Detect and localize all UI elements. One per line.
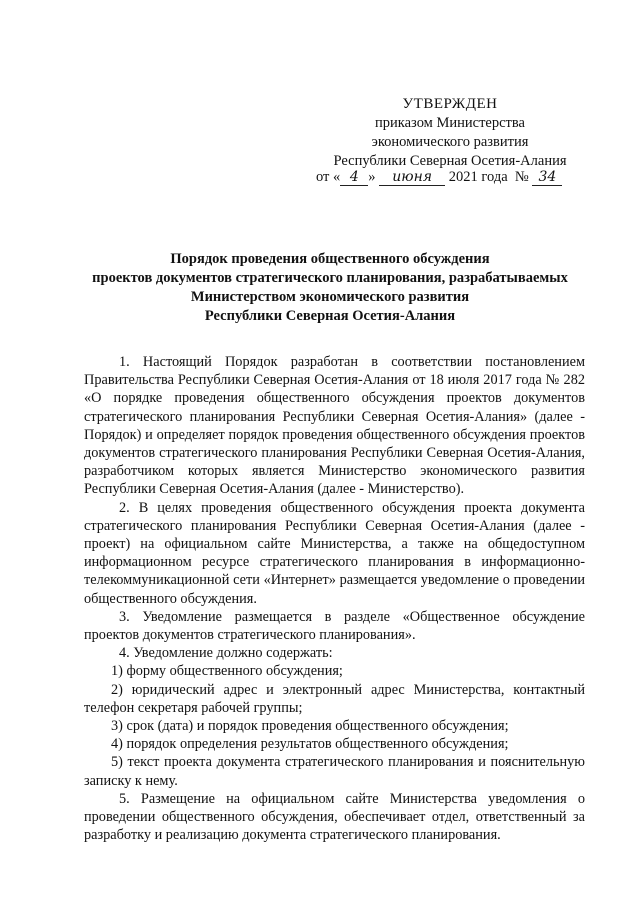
title-line-3: Министерством экономического развития <box>190 289 470 305</box>
list-item-5: 5) текст проекта документа стратегического планирования и пояснительную записку к нему. <box>84 754 585 789</box>
date-prefix: от « <box>316 169 341 185</box>
date-year: 2021 года <box>448 169 508 185</box>
paragraph-3: 3. Уведомление размещается в разделе «Общественное обсуждение проектов документов стратегического планирования». <box>84 608 585 644</box>
paragraph-5: 5. Размещение на официальном сайте Министерства уведомления о проведении общественного обсуждения, обеспечивает отдел, ответственный за разработку и реализацию документа стратегического планирования. <box>84 790 585 844</box>
document-title <box>60 250 600 326</box>
date-day: 4 <box>340 170 368 186</box>
title-line-4: Республики Северная Осетия-Алания <box>204 308 456 324</box>
approval-line-2: экономического развития <box>371 134 529 150</box>
list-item-4: 4) порядок определения результатов общественного обсуждения; <box>111 736 509 753</box>
number-label: № <box>514 169 529 185</box>
list-item-1: 1) форму общественного обсуждения; <box>111 663 343 680</box>
list-item-3: 3) срок (дата) и порядок проведения общественного обсуждения; <box>111 718 509 735</box>
approval-block <box>300 95 600 171</box>
approval-line-3: Республики Северная Осетия-Алания <box>333 153 567 169</box>
list-item-2: 2) юридический адрес и электронный адрес Министерства, контактный телефон секретаря рабочей группы; <box>84 681 585 716</box>
date-mid: » <box>368 169 376 185</box>
title-line-2: проектов документов стратегического планирования, разрабатываемых <box>92 270 568 286</box>
paragraph-4: 4. Уведомление должно содержать: <box>119 645 333 662</box>
approval-date-line <box>316 168 606 187</box>
date-month: июня <box>379 170 445 186</box>
approved-heading: УТВЕРЖДЕН <box>402 96 498 112</box>
title-line-1: Порядок проведения общественного обсуждения <box>170 251 490 267</box>
document-body <box>84 353 585 844</box>
paragraph-1: 1. Настоящий Порядок разработан в соответствии постановлением Правительства Республики Северная Осетия-Алания от 18 июля 2017 года № 282 «О порядке проведения общественного обсуждения проектов документов стратегического планирования Республики Северная Осетия-Алания» (далее - Порядок) и определяет порядок проведения общественного обсуждения проектов документов стратегического планирования Республики Северная Осетия-Алания, разработчиком которых является Министерство экономического развития Республики Северная Осетия-Алания (далее - Министерство). <box>84 354 585 498</box>
order-number: 34 <box>532 170 562 186</box>
paragraph-2: 2. В целях проведения общественного обсуждения проекта документа стратегического планирования Республики Северная Осетия-Алания (далее - проект) на официальном сайте Министерства, а также на общедоступном информационном ресурсе стратегического планирования в информационно-телекоммуникационной сети «Интернет» размещается уведомление о проведении общественного обсуждения. <box>84 499 585 607</box>
approval-line-1: приказом Министерства <box>375 115 525 131</box>
